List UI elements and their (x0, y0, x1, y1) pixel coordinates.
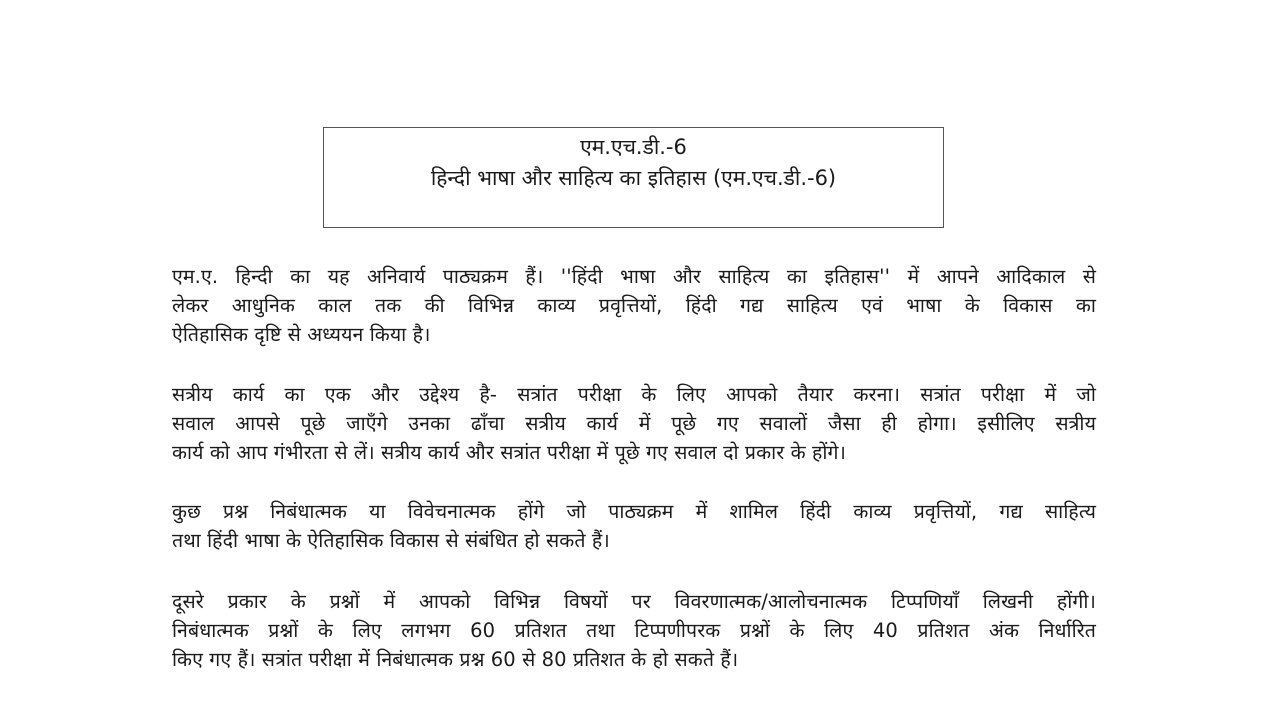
paragraph-line: ऐतिहासिक दृष्टि से अध्ययन किया है। (172, 323, 431, 346)
paragraph-line: लेकर आधुनिक काल तक की विभिन्न काव्य प्रवृत्तियों, हिंदी गद्य साहित्य एवं भाषा के विकास का (172, 294, 1096, 317)
paragraph-line: कुछ प्रश्न निबंधात्मक या विवेचनात्मक होंगे जो पाठ्यक्रम में शामिल हिंदी काव्य प्रवृत्तियों, गद्य साहित्य (172, 500, 1096, 523)
paragraph-line: कार्य को आप गंभीरता से लें। सत्रीय कार्य और सत्रांत परीक्षा में पूछे गए सवाल दो प्रकार के होंगे। (172, 441, 847, 464)
paragraph-line: निबंधात्मक प्रश्नों के लिए लगभग 60 प्रतिशत तथा टिप्पणीपरक प्रश्नों के लिए 40 प्रतिशत अंक निर्धारित (172, 619, 1096, 642)
paragraph-line: तथा हिंदी भाषा के ऐतिहासिक विकास से संबंधित हो सकते हैं। (172, 529, 610, 552)
course-title: हिन्दी भाषा और साहित्य का इतिहास (एम.एच.डी.-6) (430, 166, 837, 190)
paragraph-line: एम.ए. हिन्दी का यह अनिवार्य पाठ्यक्रम हैं। ''हिंदी भाषा और साहित्य का इतिहास'' में आपने आदिकाल से (172, 265, 1096, 288)
paragraph-assignment-purpose (172, 380, 1096, 467)
paragraph-essay-questions (172, 497, 1096, 555)
paragraph-line: किए गए हैं। सत्रांत परीक्षा में निबंधात्मक प्रश्न 60 से 80 प्रतिशत के हो सकते हैं। (172, 648, 739, 671)
paragraph-line: दूसरे प्रकार के प्रश्नों में आपको विभिन्न विषयों पर विवरणात्मक/आलोचनात्मक टिप्पणियाँ लिखनी होंगी। (172, 590, 1096, 613)
paragraph-line: सवाल आपसे पूछे जाएँगे उनका ढाँचा सत्रीय कार्य में पूछे गए सवालों जैसा ही होगा। इसीलिए सत्रीय (172, 412, 1096, 435)
paragraph-intro (172, 262, 1096, 349)
course-title-box (323, 127, 944, 228)
course-code: एम.एच.डी.-6 (580, 135, 687, 159)
paragraph-note-questions (172, 587, 1096, 674)
paragraph-line: सत्रीय कार्य का एक और उद्देश्य है- सत्रांत परीक्षा के लिए आपको तैयार करना। सत्रांत परीक्षा में जो (172, 383, 1096, 406)
